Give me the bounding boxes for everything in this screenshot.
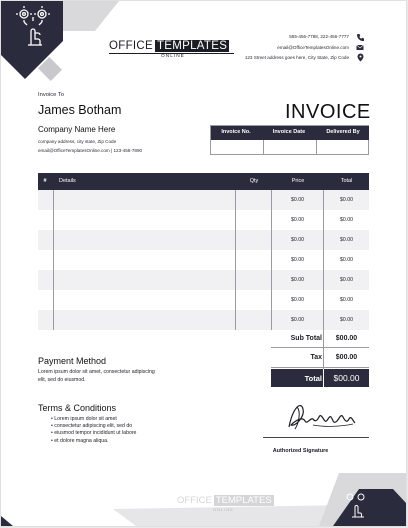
brand-name-part2: TEMPLATES bbox=[156, 40, 228, 52]
row-total: $0.00 bbox=[340, 257, 353, 263]
list-item: • consectetur adipiscing elit, sed do bbox=[51, 423, 133, 430]
items-table-body bbox=[38, 190, 369, 330]
footer-watermark-part2: TEMPLATES bbox=[215, 495, 272, 506]
terms-title: Terms & Conditions bbox=[38, 403, 117, 413]
tax-label: Tax bbox=[310, 354, 322, 361]
list-item: • eiusmod tempor incididunt ut labore bbox=[51, 430, 137, 437]
row-total: $0.00 bbox=[340, 277, 353, 283]
list-item: • et dolore magna aliqua. bbox=[51, 437, 109, 444]
column-divider bbox=[235, 190, 236, 330]
subtotal-label: Sub Total bbox=[290, 335, 322, 342]
total-value: $00.00 bbox=[333, 373, 360, 383]
client-address: company address, city state, Zip Code bbox=[38, 139, 117, 144]
list-item: • Lorem ipsum dolor sit amet bbox=[51, 416, 117, 422]
contact-email: email@OfficeTemplatesOnline.com bbox=[277, 45, 349, 50]
terms-item-text: eiusmod tempor incididunt ut labore bbox=[54, 430, 137, 437]
row-price: $0.00 bbox=[291, 277, 304, 283]
subtotal-value: $00.00 bbox=[335, 335, 358, 342]
row-total: $0.00 bbox=[340, 217, 353, 223]
row-total: $0.00 bbox=[340, 297, 353, 303]
invoice-meta-table bbox=[210, 125, 369, 155]
invoice-date-header: Invoice Date bbox=[272, 129, 306, 135]
total-label: Total bbox=[304, 374, 322, 383]
delivered-by-header: Delivered By bbox=[326, 129, 360, 135]
row-price: $0.00 bbox=[291, 237, 304, 243]
terms-item-text: consectetur adipiscing elit, sed do bbox=[54, 423, 133, 430]
envelope-icon bbox=[356, 44, 364, 51]
gears-hand-icon bbox=[15, 5, 55, 49]
invoice-title: INVOICE bbox=[285, 101, 371, 123]
payment-text-line: Lorem ipsum dolor sit amet, consectetur adipiscing bbox=[38, 369, 155, 375]
contact-phone: 555-456-7788, 222-456-7777 bbox=[289, 34, 349, 39]
row-price: $0.00 bbox=[291, 297, 304, 303]
payment-method-title: Payment Method bbox=[38, 356, 107, 366]
row-price: $0.00 bbox=[291, 317, 304, 323]
brand-name-part1: OFFICE bbox=[109, 40, 153, 52]
invoice-date-field[interactable] bbox=[264, 140, 316, 155]
summary-rule bbox=[271, 367, 369, 368]
summary-rule bbox=[271, 347, 369, 348]
footer-watermark-logo bbox=[177, 495, 274, 506]
invoice-to-label: Invoice To bbox=[38, 92, 64, 98]
column-divider bbox=[53, 190, 54, 330]
brand-tagline: ONLINE bbox=[161, 54, 185, 59]
brand-logo bbox=[109, 40, 229, 52]
row-total: $0.00 bbox=[340, 317, 353, 323]
invoice-page bbox=[1, 1, 406, 526]
row-price: $0.00 bbox=[291, 217, 304, 223]
terms-item-text: Lorem ipsum dolor sit amet bbox=[54, 416, 117, 422]
delivered-by-field[interactable] bbox=[317, 140, 369, 155]
row-total: $0.00 bbox=[340, 197, 353, 203]
footer-watermark-tagline: ONLINE bbox=[213, 507, 234, 512]
signature-label: Authorized Signature bbox=[272, 448, 329, 454]
item-number-header: # bbox=[43, 178, 47, 184]
phone-icon bbox=[356, 33, 364, 41]
row-price: $0.00 bbox=[291, 197, 304, 203]
item-total-header: Total bbox=[340, 178, 353, 184]
item-qty-header: Qty bbox=[249, 178, 259, 184]
invoice-number-field[interactable] bbox=[211, 140, 263, 155]
terms-item-text: et dolore magna aliqua. bbox=[54, 437, 109, 444]
row-price: $0.00 bbox=[291, 257, 304, 263]
payment-text-line: elit, sed do eiusmod. bbox=[38, 376, 86, 383]
client-contact: email@OfficeTemplatesOnline.com | 123-456-7890 bbox=[38, 148, 143, 153]
invoice-number-header: Invoice No. bbox=[221, 129, 251, 135]
payment-method-text bbox=[38, 369, 155, 384]
tax-value: $00.00 bbox=[335, 354, 358, 361]
client-name: James Botham bbox=[38, 103, 122, 117]
client-company: Company Name Here bbox=[38, 125, 116, 134]
location-pin-icon bbox=[357, 53, 364, 62]
footer-watermark-part1: OFFICE bbox=[177, 495, 212, 506]
row-total: $0.00 bbox=[340, 237, 353, 243]
item-details-header: Details bbox=[59, 178, 76, 184]
gears-hand-icon bbox=[344, 491, 368, 519]
item-price-header: Price bbox=[291, 178, 305, 184]
contact-address: 123 Street address goes here, City State, Zip Code bbox=[244, 55, 349, 60]
